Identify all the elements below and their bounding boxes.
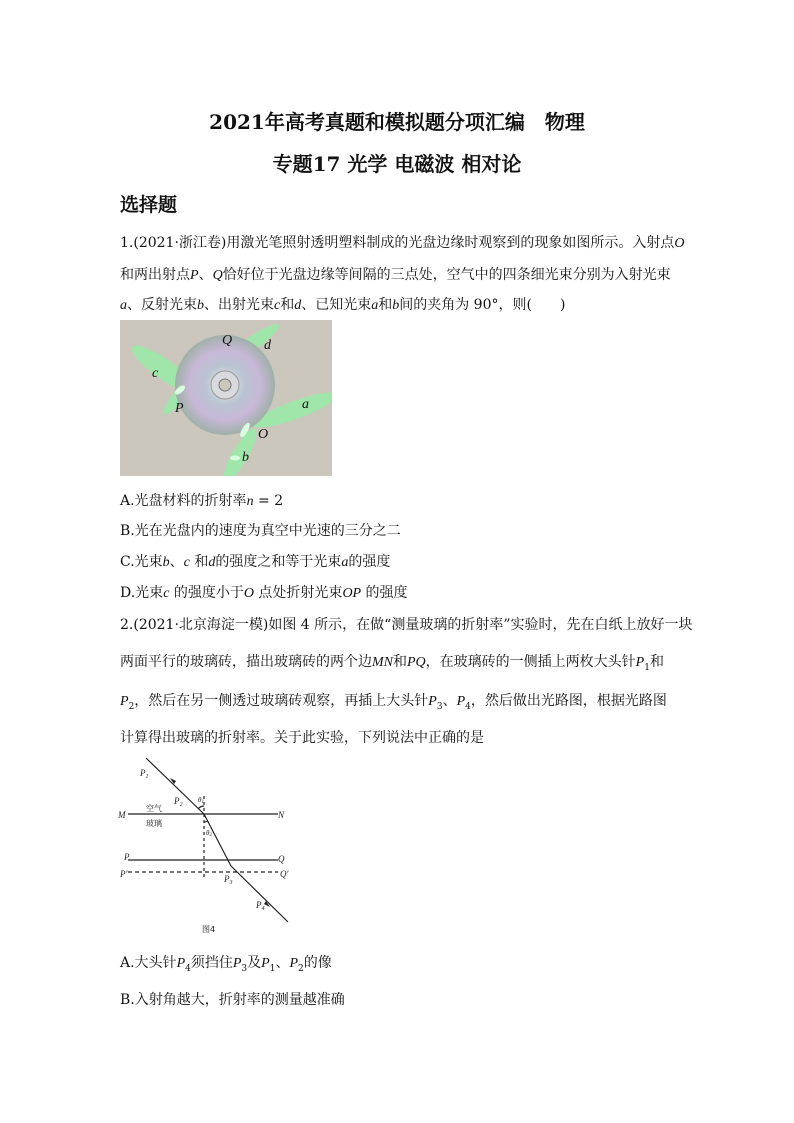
q1-option-b: B.光在光盘内的速度为真空中光速的三分之二 bbox=[120, 523, 401, 539]
q2-line-2: 两面平行的玻璃砖，描出玻璃砖的两个边MN和PQ，在玻璃砖的一侧插上两枚大头针$P_1$和 bbox=[120, 654, 664, 673]
label-n: N bbox=[278, 810, 285, 820]
label-q: Q bbox=[278, 854, 285, 864]
angle-theta1: θ1 bbox=[198, 796, 204, 805]
page-title: 2021年高考真题和模拟题分项汇编 物理 bbox=[209, 110, 585, 134]
label-b: b bbox=[242, 450, 249, 465]
q1-line-1: 1.(2021·浙江卷)用激光笔照射透明塑料制成的光盘边缘时观察到的现象如图所示。入射点O bbox=[120, 235, 685, 251]
label-a: a bbox=[302, 397, 309, 412]
pin-p4: $P_4$ bbox=[256, 900, 265, 912]
figure-caption: 图4 bbox=[202, 925, 216, 934]
pin-p1: $P_1$ bbox=[140, 768, 149, 780]
refraction-diagram bbox=[118, 756, 298, 936]
page-subtitle: 专题17 光学 电磁波 相对论 bbox=[272, 152, 522, 176]
q1-line-2: 和两出射点P、Q恰好位于光盘边缘等间隔的三点处，空气中的四条细光束分别为入射光束 bbox=[120, 267, 671, 283]
q1-option-c: C.光束b、c 和d的强度之和等于光束a的强度 bbox=[120, 554, 391, 570]
angle-theta2: θ2 bbox=[206, 829, 212, 838]
label-c: c bbox=[152, 366, 159, 381]
label-p: P bbox=[124, 852, 130, 862]
label-o: O bbox=[258, 427, 269, 442]
q2-line-4: 计算得出玻璃的折射率。关于此实验，下列说法中正确的是 bbox=[120, 730, 484, 746]
label-q: Q bbox=[222, 333, 233, 348]
q2-option-b: B.入射角越大，折射率的测量越准确 bbox=[120, 992, 345, 1008]
q1-option-d: D.光束c 的强度小于O 点处折射光束OP 的强度 bbox=[120, 585, 408, 601]
q1-line-3: a、反射光束b、出射光束c和d、已知光束a和b间的夹角为 90°，则( ) bbox=[120, 297, 566, 313]
pin-p2: $P_2$ bbox=[174, 796, 183, 808]
q2-option-a: A.大头针$P_4$须挡住$P_3$及$P_1$、$P_2$的像 bbox=[120, 955, 332, 974]
pin-p3: $P_3$ bbox=[224, 874, 233, 886]
refraction-svg bbox=[118, 756, 298, 936]
section-heading: 选择题 bbox=[120, 194, 178, 216]
cd-laser-illustration bbox=[120, 320, 332, 476]
label-p-prime: P′ bbox=[120, 869, 128, 879]
label-m: M bbox=[118, 810, 126, 820]
cd-laser-photo bbox=[120, 320, 332, 476]
label-glass: 玻璃 bbox=[146, 819, 162, 828]
q2-line-3: $P_2$，然后在另一侧透过玻璃砖观察，再插上大头针$P_3$、$P_4$，然后做出光路图，根据光路图 bbox=[120, 693, 667, 712]
refracted-ray bbox=[204, 814, 231, 866]
q1-option-a: A.光盘材料的折射率n = 2 bbox=[120, 493, 284, 509]
q2-line-1: 2.(2021·北京海淀一模)如图 4 所示，在做“测量玻璃的折射率”实验时，先在白纸上放好一块 bbox=[120, 617, 693, 633]
label-air: 空气 bbox=[146, 804, 162, 813]
label-p: P bbox=[175, 401, 184, 416]
label-d: d bbox=[264, 338, 271, 353]
label-q-prime: Q′ bbox=[280, 869, 289, 879]
